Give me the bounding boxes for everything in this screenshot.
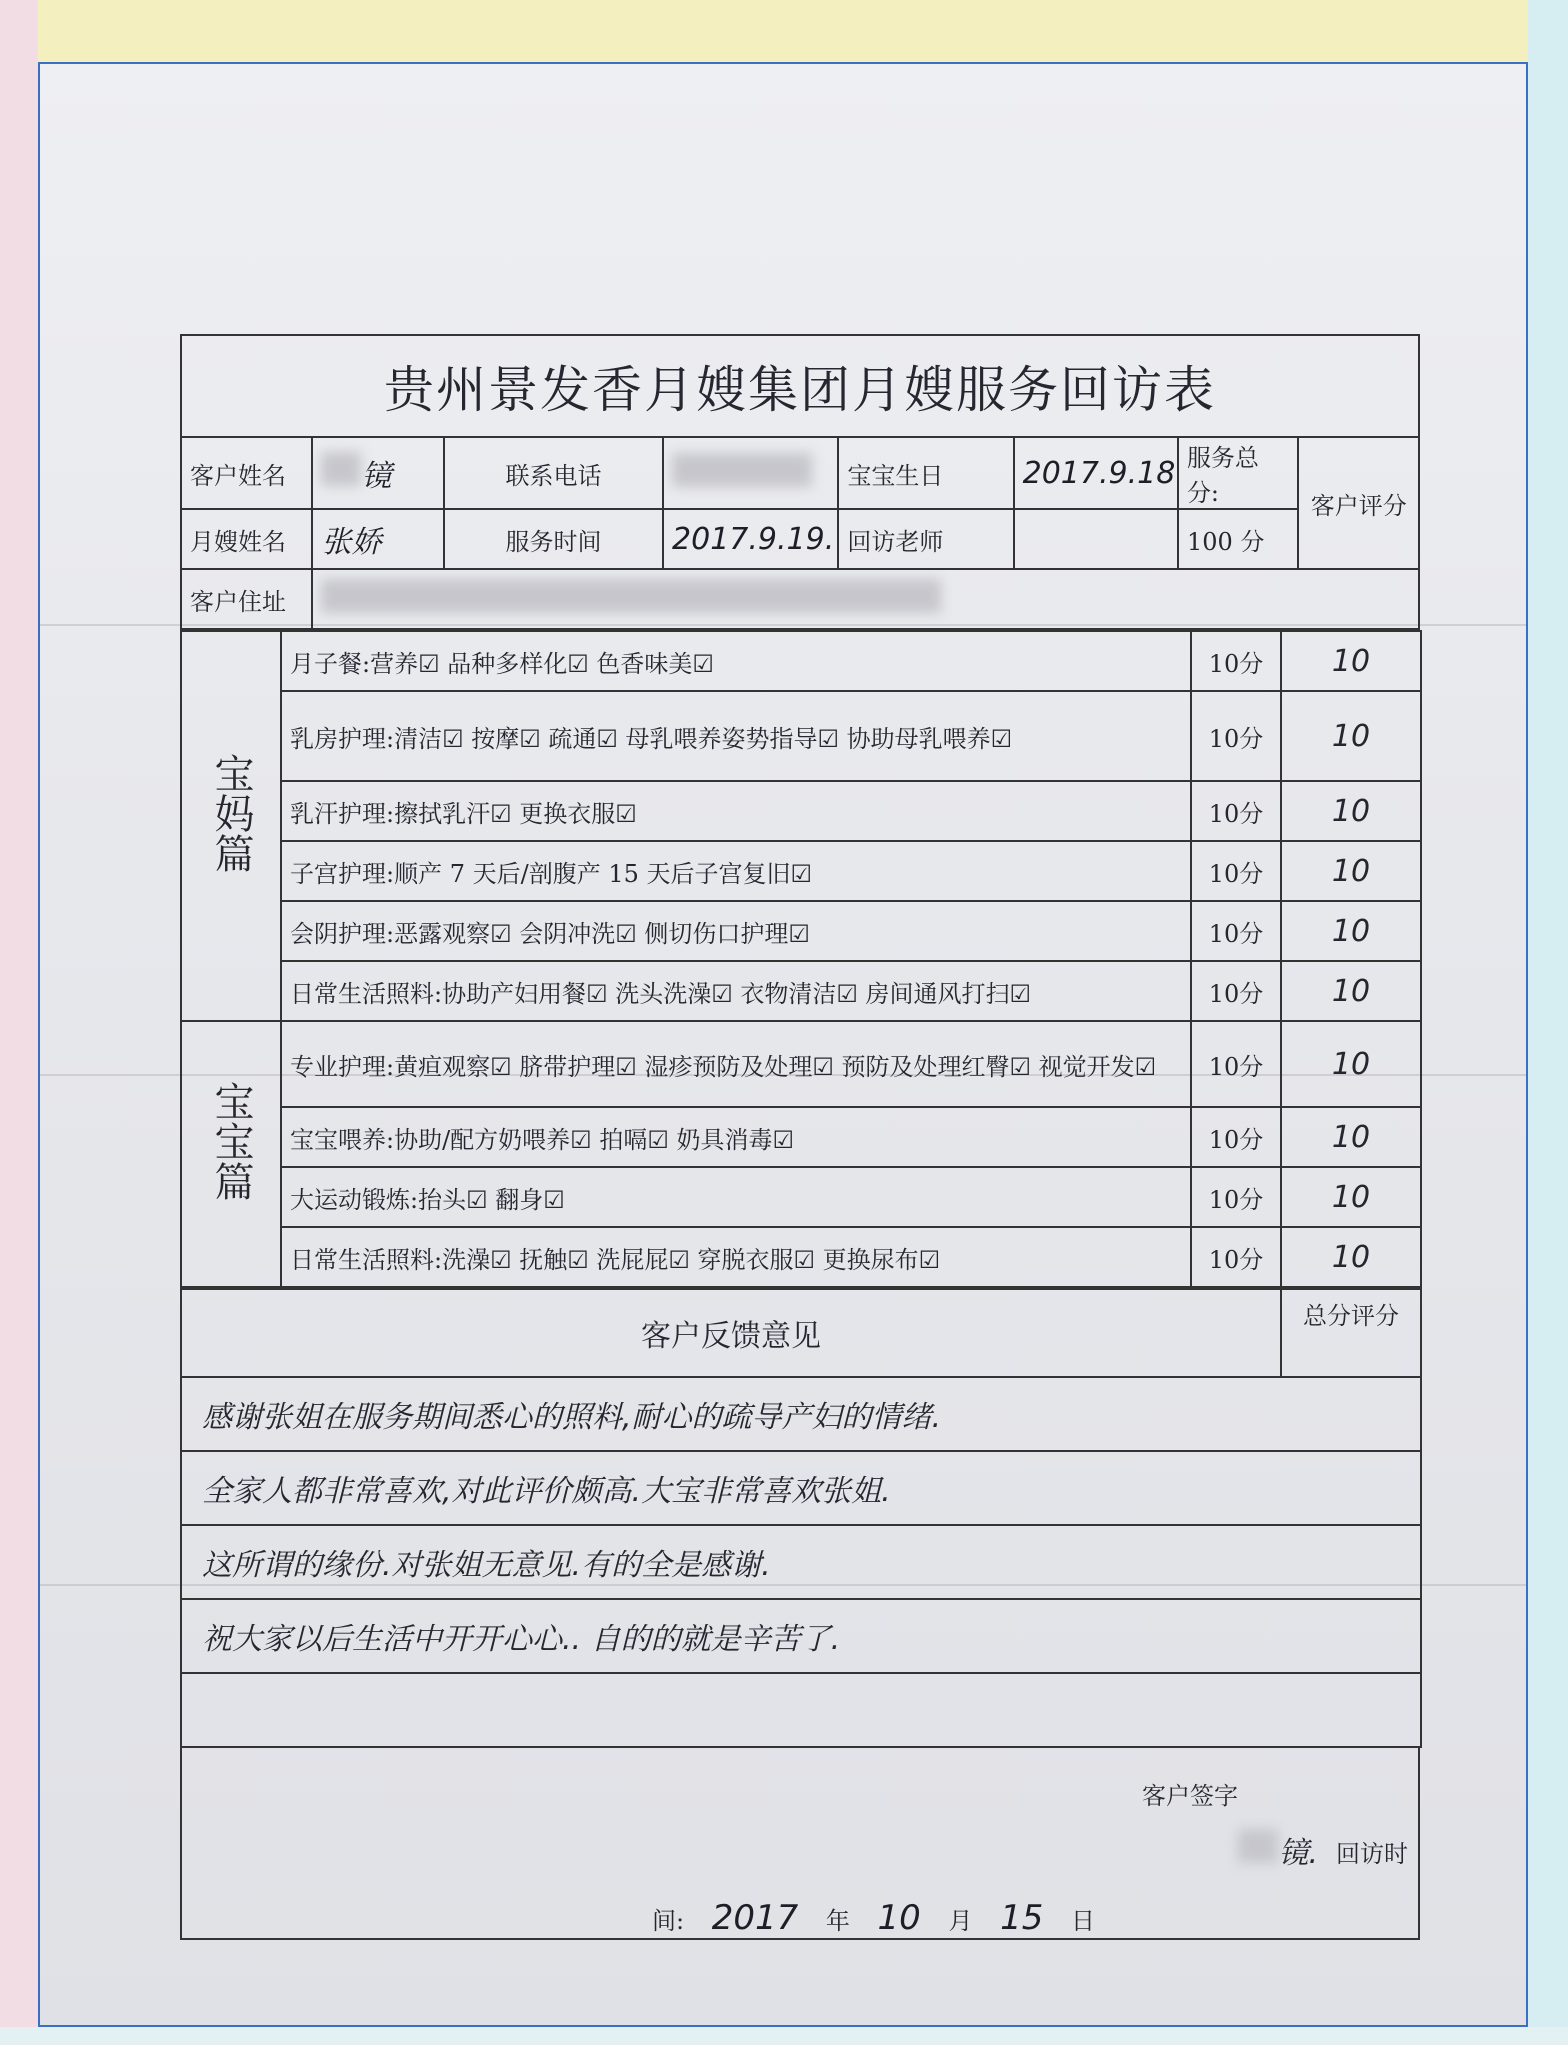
label-total-service: 服务总分: [1178, 437, 1299, 509]
mom-item-rating: 10 [1281, 841, 1421, 901]
mom-item: 乳汗护理:擦拭乳汗☑ 更换衣服☑ [281, 781, 1191, 841]
section-mom-label: 宝妈篇 [208, 752, 254, 873]
label-visit-teacher: 回访老师 [838, 509, 1013, 569]
mom-item: 日常生活照料:协助产妇用餐☑ 洗头洗澡☑ 衣物清洁☑ 房间通风打扫☑ [281, 961, 1191, 1021]
mom-item-score: 10分 [1191, 631, 1281, 691]
label-customer-rating: 客户评分 [1298, 437, 1419, 569]
visit-form [180, 334, 1420, 1940]
mom-item: 月子餐:营养☑ 品种多样化☑ 色香味美☑ [281, 631, 1191, 691]
mom-item-score: 10分 [1191, 781, 1281, 841]
mom-item-score: 10分 [1191, 901, 1281, 961]
baby-item-rating: 10 [1281, 1227, 1421, 1287]
frame-right [1528, 0, 1568, 2045]
phone-value [663, 437, 838, 509]
baby-item-score: 10分 [1191, 1107, 1281, 1167]
baby-item-rating: 10 [1281, 1107, 1421, 1167]
section-mom [181, 631, 281, 1021]
date-month: 10 [877, 1898, 921, 1938]
paper-sheet [38, 62, 1528, 2027]
section-baby [181, 1021, 281, 1287]
frame-top [0, 0, 1568, 62]
feedback-line: 感谢张姐在服务期间悉心的照料,耐心的疏导产妇的情绪. [181, 1377, 1421, 1451]
mom-item-score: 10分 [1191, 691, 1281, 781]
visit-date [652, 1898, 1095, 1938]
baby-item: 大运动锻炼:抬头☑ 翻身☑ [281, 1167, 1191, 1227]
customer-name-value: 镜 [361, 459, 392, 494]
date-day-unit: 日 [1071, 1907, 1095, 1935]
feedback-title: 客户反馈意见 [181, 1289, 1281, 1377]
signature-name [1238, 1828, 1318, 1872]
items-table [180, 630, 1422, 1288]
baby-item-rating: 10 [1281, 1167, 1421, 1227]
visit-teacher-value [1014, 509, 1178, 569]
mom-item-rating: 10 [1281, 961, 1421, 1021]
signature-label: 客户签字 [1142, 1782, 1238, 1810]
mom-item-rating: 10 [1281, 901, 1421, 961]
date-month-unit: 月 [948, 1907, 973, 1935]
baby-item-rating: 10 [1281, 1021, 1421, 1107]
label-customer-name: 客户姓名 [181, 437, 312, 509]
section-baby-label: 宝宝篇 [208, 1080, 254, 1201]
mom-item-rating: 10 [1281, 631, 1421, 691]
customer-name-cell [312, 437, 443, 509]
mom-item-rating: 10 [1281, 691, 1421, 781]
mom-item: 会阴护理:恶露观察☑ 会阴冲洗☑ 侧切伤口护理☑ [281, 901, 1191, 961]
feedback-line: 全家人都非常喜欢,对此评价颇高.大宝非常喜欢张姐. [181, 1451, 1421, 1525]
redacted-block [1238, 1829, 1278, 1863]
date-day: 15 [1000, 1898, 1044, 1938]
baby-item-score: 10分 [1191, 1167, 1281, 1227]
frame-left [0, 0, 38, 2045]
label-nanny-name: 月嫂姓名 [181, 509, 312, 569]
nanny-name-value: 张娇 [312, 509, 443, 569]
label-service-time: 服务时间 [444, 509, 663, 569]
baby-item: 专业护理:黄疸观察☑ 脐带护理☑ 湿疹预防及处理☑ 预防及处理红臀☑ 视觉开发☑ [281, 1021, 1191, 1107]
feedback-line-empty [181, 1673, 1421, 1747]
date-year: 2017 [711, 1898, 799, 1938]
mom-item-score: 10分 [1191, 961, 1281, 1021]
feedback-line: 祝大家以后生活中开开心心.. 自的的就是辛苦了. [181, 1599, 1421, 1673]
signature-name-text: 镜. [1278, 1836, 1318, 1871]
mom-item-score: 10分 [1191, 841, 1281, 901]
mom-item: 乳房护理:清洁☑ 按摩☑ 疏通☑ 母乳喂养姿势指导☑ 协助母乳喂养☑ [281, 691, 1191, 781]
mom-item: 子宫护理:顺产 7 天后/剖腹产 15 天后子宫复旧☑ [281, 841, 1191, 901]
baby-birthday-value: 2017.9.18 [1014, 437, 1178, 509]
total-rating-label: 总分评分 [1281, 1289, 1421, 1377]
label-address: 客户住址 [181, 569, 312, 629]
label-baby-birthday: 宝宝生日 [838, 437, 1013, 509]
baby-item: 日常生活照料:洗澡☑ 抚触☑ 洗屁屁☑ 穿脱衣服☑ 更换尿布☑ [281, 1227, 1191, 1287]
address-value [312, 569, 1419, 629]
redacted-block [321, 579, 941, 613]
date-prefix: 间: [652, 1907, 685, 1935]
service-time-value: 2017.9.19. [663, 509, 838, 569]
frame-bottom [0, 2027, 1568, 2045]
redacted-block [672, 453, 812, 487]
redacted-block [321, 452, 361, 486]
date-year-unit: 年 [825, 1907, 850, 1935]
feedback-line: 这所谓的缘份.对张姐无意见.有的全是感谢. [181, 1525, 1421, 1599]
visit-time-label: 回访时 [1336, 1840, 1408, 1868]
info-table [180, 436, 1420, 630]
baby-item-score: 10分 [1191, 1021, 1281, 1107]
signature-area [180, 1748, 1420, 1940]
form-title: 贵州景发香月嫂集团月嫂服务回访表 [180, 334, 1420, 436]
total-value: 100 分 [1178, 509, 1299, 569]
mom-item-rating: 10 [1281, 781, 1421, 841]
label-phone: 联系电话 [444, 437, 663, 509]
feedback-table [180, 1288, 1422, 1748]
baby-item: 宝宝喂养:协助/配方奶喂养☑ 拍嗝☑ 奶具消毒☑ [281, 1107, 1191, 1167]
baby-item-score: 10分 [1191, 1227, 1281, 1287]
